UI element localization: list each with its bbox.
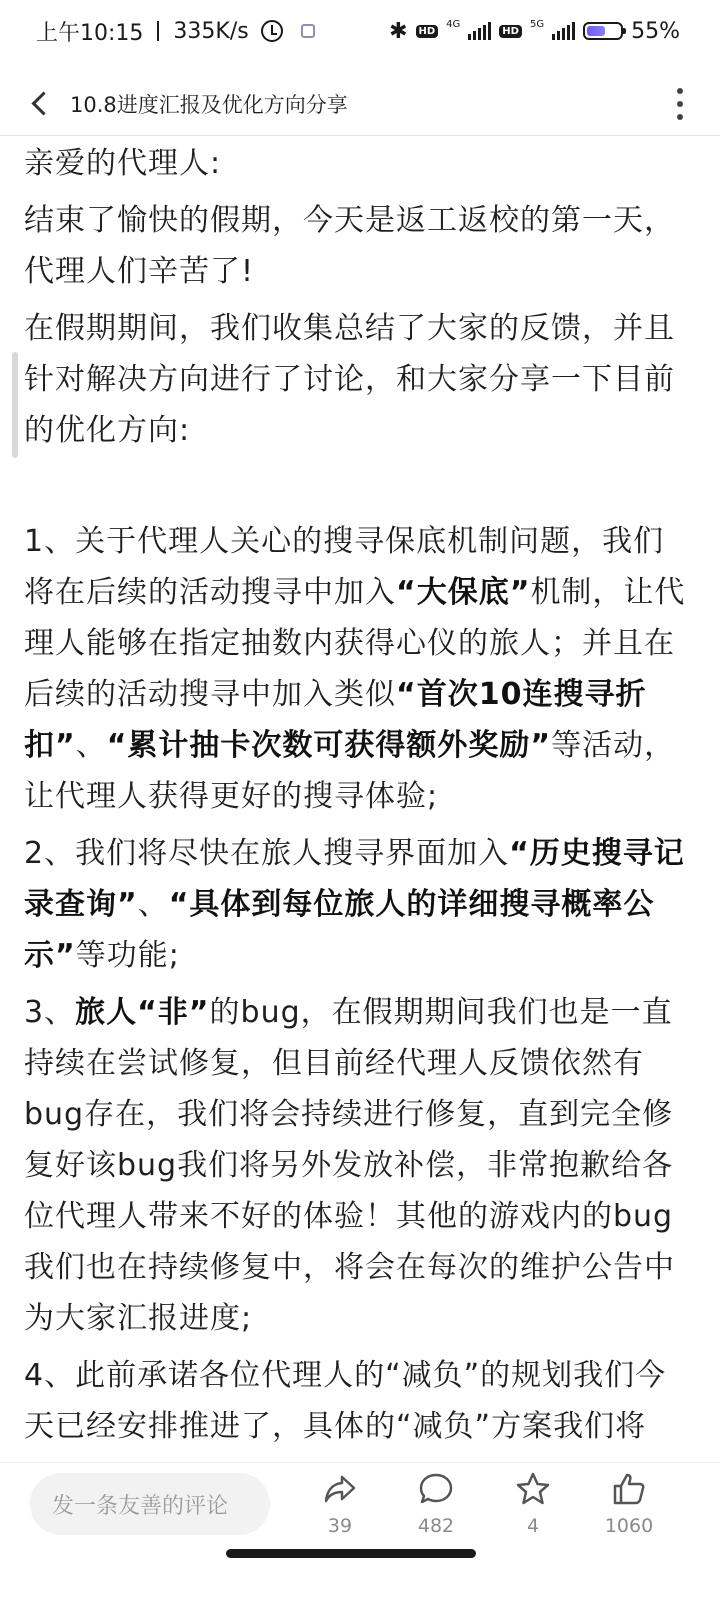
network-speed: 335K/s xyxy=(173,18,249,44)
star-icon xyxy=(513,1469,553,1509)
share-icon xyxy=(320,1469,360,1509)
home-indicator[interactable] xyxy=(226,1549,476,1558)
share-count: 39 xyxy=(327,1515,353,1537)
like-count: 1060 xyxy=(604,1515,654,1537)
status-bar xyxy=(0,0,720,62)
page-title: 10.8进度汇报及优化方向分享 xyxy=(70,92,348,117)
thumbs-up-icon xyxy=(609,1469,649,1509)
battery-percent: 55% xyxy=(631,18,680,44)
favorite-button[interactable] xyxy=(493,1469,573,1537)
item-1-text-c: 、 xyxy=(75,728,107,763)
list-item-2 xyxy=(24,828,688,981)
item-1-bold-a: “大保底” xyxy=(396,575,531,610)
hd-icon: HD xyxy=(416,25,439,38)
blank-line xyxy=(24,462,688,516)
comment-button[interactable] xyxy=(396,1469,476,1537)
battery-fill xyxy=(587,26,605,36)
list-item-4: 4、此前承诺各位代理人的“减负”的规划我们今天已经安排推进了，具体的“减负”方案我们将 xyxy=(24,1358,667,1444)
item-3-text-a: 3、 xyxy=(24,995,76,1030)
share-button[interactable] xyxy=(300,1469,380,1537)
bluetooth-icon: ✱ xyxy=(389,18,408,44)
scroll-indicator[interactable] xyxy=(12,352,18,458)
item-2-text-b: 、 xyxy=(137,887,169,922)
comment-icon xyxy=(416,1469,456,1509)
item-1-text-b: 机制，让代理人能够在指定抽数内获得心仪的旅人；并且在后续的活动搜寻中加入类似 xyxy=(24,575,686,712)
list-item-3 xyxy=(24,987,688,1344)
paragraph-intro: 结束了愉快的假期，今天是返工返校的第一天，代理人们辛苦了! xyxy=(24,203,675,289)
article-body xyxy=(24,138,688,1460)
item-2-bold-a: “历史搜寻记录查询” xyxy=(24,836,685,922)
item-1-text-d: 等活动，让代理人获得更好的搜寻体验; xyxy=(24,728,676,814)
network-type-2: 5G xyxy=(529,19,545,30)
list-item-1 xyxy=(24,516,688,822)
status-separator xyxy=(157,21,159,41)
comment-count: 482 xyxy=(417,1515,455,1537)
hd-icon-2: HD xyxy=(499,25,522,38)
top-app-bar xyxy=(0,72,720,136)
like-button[interactable] xyxy=(589,1469,669,1537)
item-2-text-a: 2、我们将尽快在旅人搜寻界面加入 xyxy=(24,836,510,871)
signal-icon-1 xyxy=(468,22,491,40)
bottom-action-bar xyxy=(0,1462,720,1600)
greeting: 亲爱的代理人: xyxy=(24,146,222,181)
item-2-bold-b: “具体到每位旅人的详细搜寻概率公示” xyxy=(24,887,655,973)
alarm-icon xyxy=(261,20,283,42)
more-options-icon[interactable] xyxy=(676,88,684,120)
item-3-bold-a: 旅人“非” xyxy=(75,995,210,1030)
favorite-count: 4 xyxy=(526,1515,540,1537)
signal-icon-2 xyxy=(552,22,575,40)
app-notification-icon xyxy=(301,24,315,38)
status-time: 上午10:15 xyxy=(36,20,144,46)
item-2-text-c: 等功能; xyxy=(75,938,180,973)
comment-input[interactable]: 发一条友善的评论 xyxy=(30,1473,270,1535)
item-1-text-a: 1、关于代理人关心的搜寻保底机制问题，我们将在后续的活动搜寻中加入 xyxy=(24,524,665,610)
back-arrow-icon[interactable] xyxy=(20,84,60,124)
item-1-bold-b: “首次10连搜寻折扣” xyxy=(24,677,647,763)
paragraph-summary: 在假期期间，我们收集总结了大家的反馈，并且针对解决方向进行了讨论，和大家分享一下目前的优化方向: xyxy=(24,311,675,448)
item-3-text-b: 的bug，在假期期间我们也是一直持续在尝试修复，但目前经代理人反馈依然有bug存在，我们将会持续进行修复，直到完全修复好该bug我们将另外发放补偿，非常抱歉给各位代理人带来不好的体验！其他的游戏内的bug我们也在持续修复中，将会在每次的维护公告中为大家汇报进度; xyxy=(24,995,675,1336)
network-type-1: 4G xyxy=(446,19,461,30)
item-1-bold-c: “累计抽卡次数可获得额外奖励” xyxy=(106,728,552,763)
battery-icon xyxy=(583,22,623,40)
